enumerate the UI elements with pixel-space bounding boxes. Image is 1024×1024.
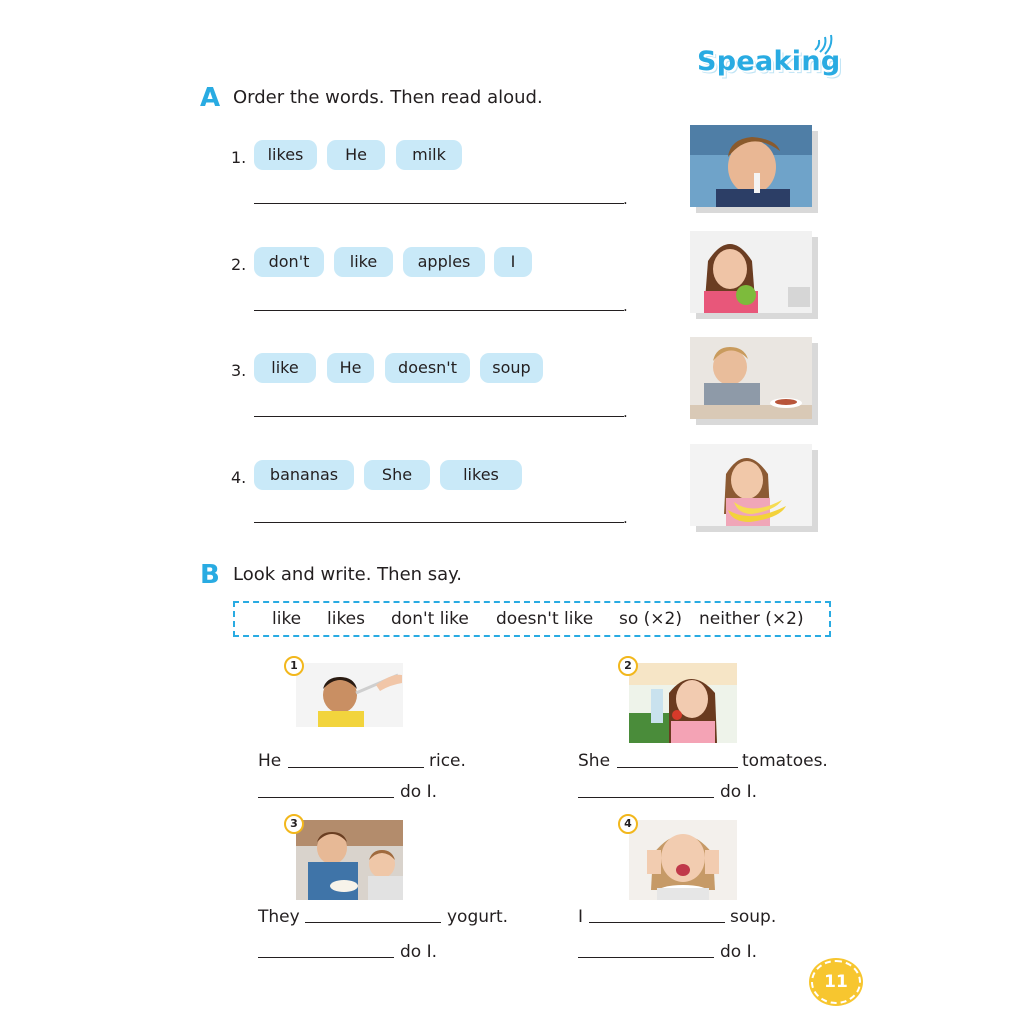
- sentence-subject: I: [578, 907, 584, 927]
- sentence-object: yogurt.: [447, 907, 509, 927]
- word-chip[interactable]: soup: [480, 353, 543, 383]
- word-chip[interactable]: I: [494, 247, 532, 277]
- word-chip[interactable]: likes: [440, 460, 522, 490]
- photo-boy-drinking-milk: [690, 125, 812, 207]
- page-number-badge: 11: [811, 960, 861, 1004]
- section-b-letter: B: [200, 560, 220, 590]
- item-number-badge: 4: [618, 814, 638, 834]
- word-chip[interactable]: don't: [254, 247, 324, 277]
- answer-line[interactable]: [288, 767, 424, 768]
- period: .: [623, 509, 628, 527]
- section-b-instruction: Look and write. Then say.: [233, 564, 462, 585]
- answer-line[interactable]: [617, 767, 738, 768]
- item-number: 1.: [231, 148, 247, 167]
- sentence-reply: do I.: [720, 782, 758, 802]
- photo-girl-with-bananas: [690, 444, 812, 526]
- answer-line[interactable]: [305, 922, 441, 923]
- word-chip[interactable]: apples: [403, 247, 485, 277]
- word-bank-item: don't like: [391, 609, 469, 629]
- photo-boys-eating-yogurt: [296, 820, 403, 900]
- answer-line[interactable]: [254, 522, 624, 523]
- answer-line[interactable]: [258, 797, 394, 798]
- answer-line[interactable]: [254, 416, 624, 417]
- word-chip[interactable]: He: [327, 140, 385, 170]
- photo-girl-eating-tomato: [629, 663, 737, 743]
- section-a-letter: A: [200, 83, 221, 113]
- item-number-badge: 2: [618, 656, 638, 676]
- period: .: [623, 297, 628, 315]
- word-chip[interactable]: He: [327, 353, 374, 383]
- word-chip[interactable]: bananas: [254, 460, 354, 490]
- word-bank-item: doesn't like: [496, 609, 594, 629]
- word-chip[interactable]: likes: [254, 140, 317, 170]
- photo-boy-with-soup: [690, 337, 812, 419]
- item-number: 4.: [231, 468, 247, 487]
- item-number-badge: 1: [284, 656, 304, 676]
- sentence-reply: do I.: [400, 782, 438, 802]
- sentence-subject: They: [258, 907, 300, 927]
- answer-line[interactable]: [254, 310, 624, 311]
- period: .: [623, 403, 628, 421]
- photo-girl-with-apple: [690, 231, 812, 313]
- sound-waves-icon: [812, 34, 834, 56]
- word-chip[interactable]: like: [254, 353, 316, 383]
- word-chip[interactable]: She: [364, 460, 430, 490]
- answer-line[interactable]: [578, 957, 714, 958]
- sentence-reply: do I.: [720, 942, 758, 962]
- speaking-badge: Speaking: [697, 46, 841, 77]
- answer-line[interactable]: [589, 922, 725, 923]
- word-bank-item: likes: [327, 609, 366, 629]
- word-bank-item: so (×2): [619, 609, 682, 629]
- sentence-object: tomatoes.: [742, 751, 828, 771]
- period: .: [623, 190, 628, 208]
- answer-line[interactable]: [258, 957, 394, 958]
- word-bank-item: neither (×2): [699, 609, 804, 629]
- sentence-reply: do I.: [400, 942, 438, 962]
- sentence-object: soup.: [730, 907, 777, 927]
- item-number: 3.: [231, 361, 247, 380]
- section-a-instruction: Order the words. Then read aloud.: [233, 87, 543, 108]
- sentence-subject: She: [578, 751, 611, 771]
- item-number-badge: 3: [284, 814, 304, 834]
- photo-girl-disliking-soup: [629, 820, 737, 900]
- word-bank-item: like: [272, 609, 302, 629]
- word-chip[interactable]: like: [334, 247, 393, 277]
- sentence-subject: He: [258, 751, 282, 771]
- answer-line[interactable]: [254, 203, 624, 204]
- answer-line[interactable]: [578, 797, 714, 798]
- word-chip[interactable]: milk: [396, 140, 462, 170]
- sentence-object: rice.: [429, 751, 466, 771]
- word-chip[interactable]: doesn't: [385, 353, 470, 383]
- photo-boy-eating-rice: [296, 663, 403, 727]
- item-number: 2.: [231, 255, 247, 274]
